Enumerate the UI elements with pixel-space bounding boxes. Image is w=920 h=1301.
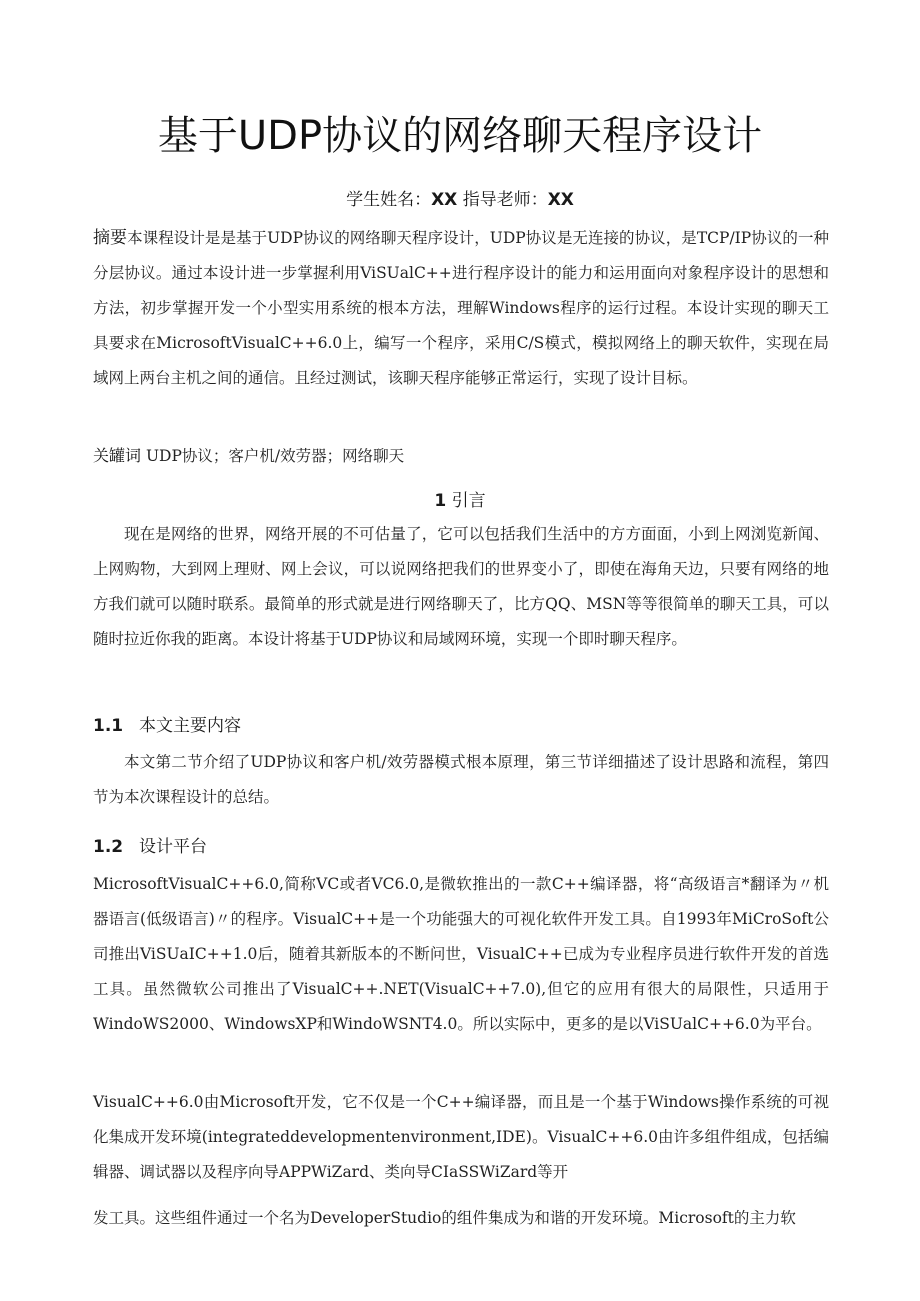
advisor-name: XX [547, 190, 574, 210]
section-1-body [93, 517, 829, 657]
section-1-2-number: 1.2 [93, 837, 124, 857]
section-1-heading [0, 486, 920, 511]
section-1-1-paragraph: 本文第二节介绍了UDP协议和客户机/效劳器模式根本原理，第三节详细描述了设计思路和流程，第四节为本次课程设计的总结。 [93, 753, 829, 806]
section-1-2-body-2 [93, 1085, 829, 1190]
section-1-1-body [93, 745, 829, 815]
section-1-2-paragraph-3: 发工具。这些组件通过一个名为DeveloperStudio的组件集成为和谐的开发环境。Microsoft的主力软 [93, 1209, 796, 1227]
section-1-2-paragraph-1: MicrosoftVisualC++6.0,简称VC或者VC6.0,是微软推出的一款C++编译器，将“高级语言*翻译为〃机器语言(低级语言)〃的程序。VisualC++是一个功能强大的可视化软件开发工具。自1993年MiCroSoft公司推出ViSUaIC++1.0后，随着其新版本的不断问世，VisualC++已成为专业程序员进行软件开发的首选工具。虽然微软公司推出了VisualC++.NET(VisualC++7.0),但它的应用有很大的局限性，只适用于WindoWS2000、WindowsXP和WindoWSNT4.0。所以实际中，更多的是以ViSUalC++6.0为平台。 [93, 875, 829, 1033]
student-label: 学生姓名： [346, 190, 432, 210]
section-1-2-heading [93, 832, 207, 857]
abstract-text: 本课程设计是是基于UDP协议的网络聊天程序设计，UDP协议是无连接的协议，是TCP/IP协议的一种分层协议。通过本设计进一步掌握利用ViSUalC++进行程序设计的能力和运用面向对象程序设计的思想和方法，初步掌握开发一个小型实用系统的根本方法，理解Windows程序的运行过程。本设计实现的聊天工具要求在MicrosoftVisualC++6.0上，编写一个程序，采用C/S模式，模拟网络上的聊天软件，实现在局域网上两台主机之间的通信。且经过测试，该聊天程序能够正常运行，实现了设计目标。 [93, 229, 830, 387]
document-title: 基于UDP协议的网络聊天程序设计 [157, 113, 763, 159]
section-1-2-body-3 [93, 1201, 829, 1236]
author-line [0, 185, 920, 210]
section-1-1-title: 本文主要内容 [139, 716, 241, 736]
abstract-label: 摘要 [93, 228, 128, 248]
keywords-text: UDP协议；客户机/效劳器；网络聊天 [145, 447, 405, 465]
section-1-1-number: 1.1 [93, 716, 124, 736]
section-1-1-heading [93, 711, 241, 736]
section-1-2-title: 设计平台 [139, 837, 207, 857]
section-1-2-paragraph-2: VisualC++6.0由Microsoft开发，它不仅是一个C++编译器，而且是一个基于Windows操作系统的可视化集成开发环境(integrateddevelopmentenvironment,IDE)。VisualC++6.0由许多组件组成，包括编辑器、调试器以及程序向导APPWiZard、类向导CIaSSWiZard等开 [93, 1093, 829, 1181]
section-1-number: 1 [434, 491, 447, 511]
section-1-2-body [93, 867, 829, 1042]
keywords-label: 关罐词 [93, 446, 142, 465]
advisor-label: 指导老师： [462, 190, 548, 210]
abstract [93, 221, 829, 396]
keywords [93, 438, 829, 474]
section-1-title: 引言 [451, 491, 486, 511]
section-1-paragraph: 现在是网络的世界，网络开展的不可估量了，它可以包括我们生活中的方方面面，小到上网浏览新闻、上网购物，大到网上理财、网上会议，可以说网络把我们的世界变小了，即使在海角天边，只要有网络的地方我们就可以随时联系。最简单的形式就是进行网络聊天了，比方QQ、MSN等等很简单的聊天工具，可以随时拉近你我的距离。本设计将基于UDP协议和局域网环境，实现一个即时聊天程序。 [93, 525, 829, 648]
student-name: XX [431, 190, 458, 210]
